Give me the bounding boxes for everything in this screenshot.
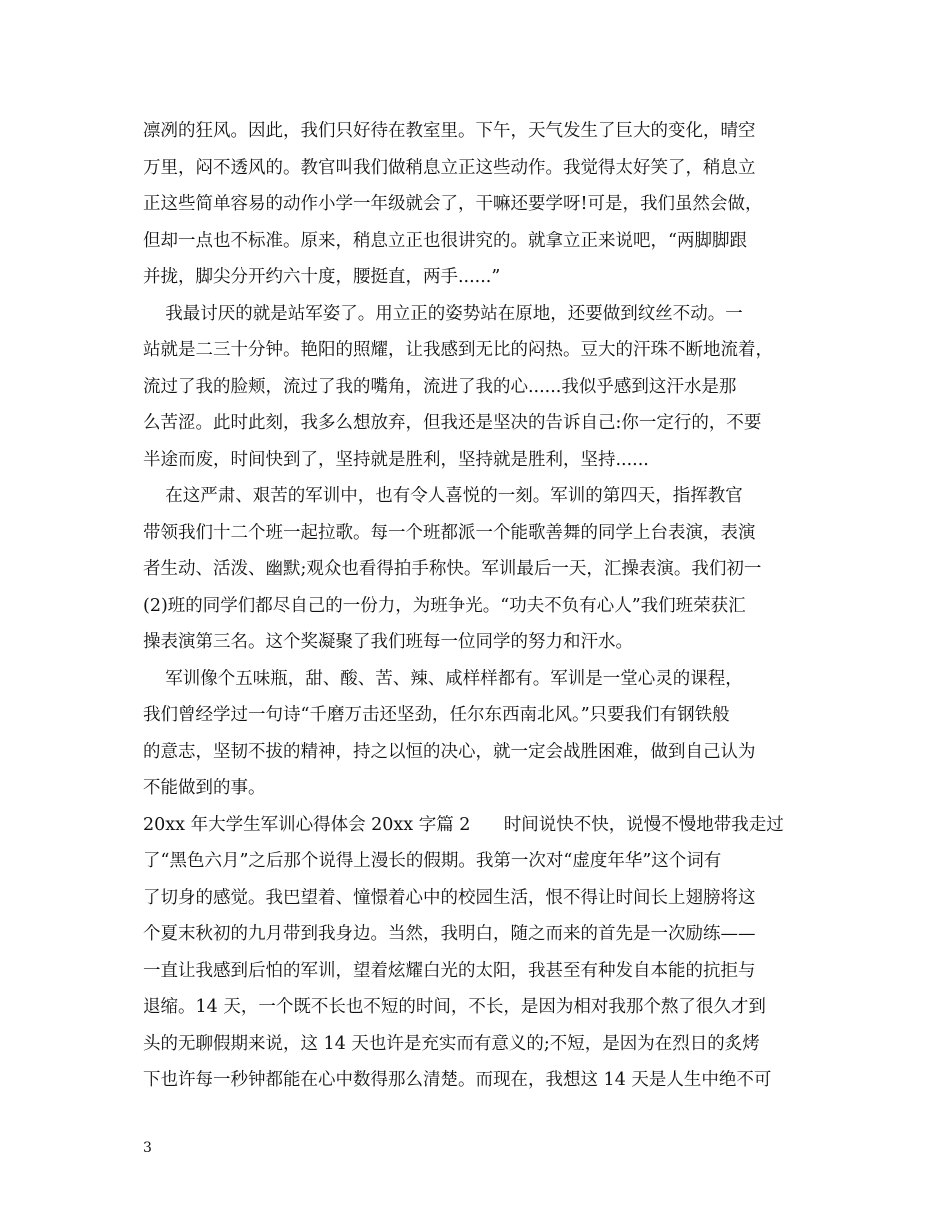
text-line: 者生动、活泼、幽默;观众也看得拍手称快。军训最后一天，汇操表演。我们初一: [143, 559, 762, 579]
body-text: [143, 113, 823, 1099]
text-line: (2)班的同学们都尽自己的一份力，为班争光。“功夫不负有心人”我们班荣获汇: [143, 595, 746, 616]
section-heading-line: 20xx 年大学生军训心得体会 20xx 字篇 2 时间说快不快，说慢不慢地带我走过: [143, 814, 784, 835]
text-line: 并拢，脚尖分开约六十度，腰挺直，两手......”: [143, 267, 501, 287]
text-line: 军训像个五味瓶，甜、酸、苦、辣、咸样样都有。军训是一堂心灵的课程，: [143, 668, 743, 689]
text-line: 在这严肃、艰苦的军训中，也有令人喜悦的一刻。军训的第四天，指挥教官: [143, 486, 743, 506]
text-line: 一直让我感到后怕的军训，望着炫耀白光的太阳，我甚至有种发自本能的抗拒与: [143, 960, 756, 981]
text-line: 流过了我的脸颊，流过了我的嘴角，流进了我的心......我似乎感到这汗水是那: [143, 376, 737, 397]
text-line: 不能做到的事。: [143, 778, 266, 798]
text-line: 么苦涩。此时此刻，我多么想放弃，但我还是坚决的告诉自己:你一定行的，不要: [143, 413, 762, 433]
text-line: 了“黑色六月”之后那个说得上漫长的假期。我第一次对“虚度年华”这个词有: [143, 851, 722, 871]
text-line: 万里，闷不透风的。教官叫我们做稍息立正这些动作。我觉得太好笑了，稍息立: [143, 157, 756, 178]
text-line: 站就是二三十分钟。艳阳的照耀，让我感到无比的闷热。豆大的汗珠不断地流着，: [143, 340, 773, 360]
text-line: 我最讨厌的就是站军姿了。用立正的姿势站在原地，还要做到纹丝不动。一: [143, 303, 743, 324]
text-line: 我们曾经学过一句诗“千磨万击还坚劲，任尔东西南北风。”只要我们有钢铁般: [143, 705, 730, 725]
text-line: 半途而废，时间快到了，坚持就是胜利，坚持就是胜利，坚持......: [143, 449, 649, 470]
text-line: 凛冽的狂风。因此，我们只好待在教室里。下午，天气发生了巨大的变化，晴空: [143, 121, 756, 141]
text-line: 下也许每一秒钟都能在心中数得那么清楚。而现在，我想这 14 天是人生中绝不可: [143, 1070, 772, 1090]
text-line: 的意志，坚韧不拔的精神，持之以恒的决心，就一定会战胜困难，做到自己认为: [143, 741, 756, 762]
page-number: 3: [143, 1140, 152, 1156]
text-line: 退缩。14 天，一个既不长也不短的时间，不长，是因为相对我那个熬了很久才到: [143, 997, 766, 1017]
text-line: 头的无聊假期来说，这 14 天也许是充实而有意义的;不短，是因为在烈日的炙烤: [143, 1033, 760, 1054]
text-line: 了切身的感觉。我巴望着、憧憬着心中的校园生活，恨不得让时间长上翅膀将这: [143, 887, 756, 908]
text-line: 带领我们十二个班一起拉歌。每一个班都派一个能歌善舞的同学上台表演，表演: [143, 522, 756, 543]
text-line: 但却一点也不标准。原来，稍息立正也很讲究的。就拿立正来说吧，“两脚脚跟: [143, 230, 747, 251]
text-line: 正这些简单容易的动作小学一年级就会了，干嘛还要学呀!可是，我们虽然会做，: [143, 194, 763, 214]
text-line: 个夏末秋初的九月带到我身边。当然，我明白，随之而来的首先是一次励练——: [143, 924, 756, 944]
text-line: 操表演第三名。这个奖凝聚了我们班每一位同学的努力和汗水。: [143, 632, 633, 652]
